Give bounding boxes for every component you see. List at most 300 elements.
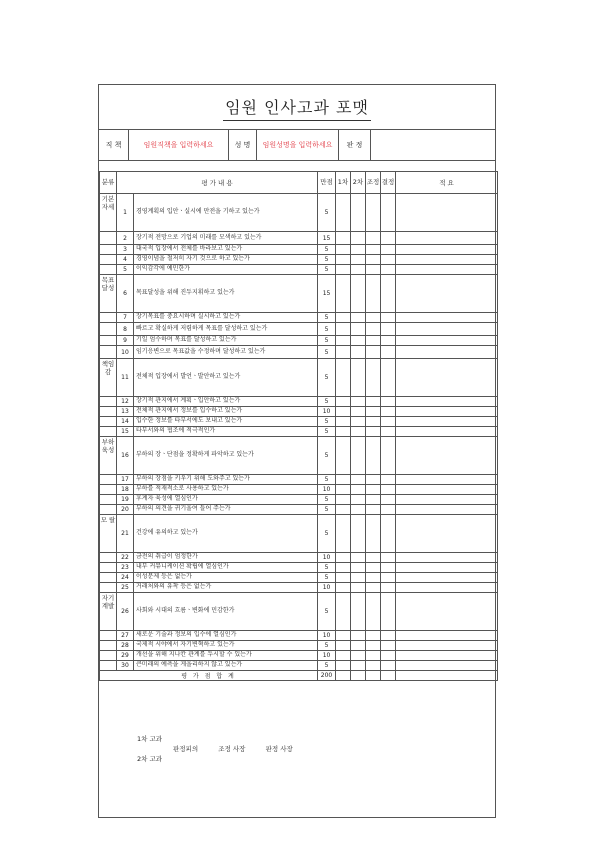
item-text: 거래처와의 유착 등은 없는가 xyxy=(134,583,318,593)
item-full-score: 5 xyxy=(318,245,336,255)
second-score-cell[interactable] xyxy=(351,275,366,313)
second-score-cell[interactable] xyxy=(351,245,366,255)
adjust-cell[interactable] xyxy=(366,573,381,583)
adjust-cell[interactable] xyxy=(366,651,381,661)
review-footer xyxy=(137,735,293,764)
first-score-cell[interactable] xyxy=(336,427,351,437)
adjust-cell[interactable] xyxy=(366,427,381,437)
page-title: 임원 인사고과 포맷 xyxy=(99,95,495,118)
summary-cell[interactable] xyxy=(396,275,498,313)
adjust-cell[interactable] xyxy=(366,583,381,593)
decision-cell[interactable] xyxy=(381,232,396,245)
adjust-cell[interactable] xyxy=(366,397,381,407)
second-score-cell[interactable] xyxy=(351,553,366,563)
item-full-score: 5 xyxy=(318,397,336,407)
adjust-cell[interactable] xyxy=(366,275,381,313)
adjust-cell[interactable] xyxy=(366,437,381,475)
summary-cell[interactable] xyxy=(396,407,498,417)
item-number: 1 xyxy=(117,194,134,232)
second-score-cell[interactable] xyxy=(351,563,366,573)
item-text: 전체적 관지에서 정보를 입수하고 있는가 xyxy=(134,407,318,417)
item-number: 8 xyxy=(117,323,134,336)
adjust-cell[interactable] xyxy=(366,255,381,265)
total-adjust-cell[interactable] xyxy=(366,671,381,681)
first-score-cell[interactable] xyxy=(336,515,351,553)
category-cell xyxy=(100,641,117,651)
adjust-cell[interactable] xyxy=(366,593,381,631)
category-cell xyxy=(100,651,117,661)
item-text: 장기목표를 중요시하며 실시하고 있는가 xyxy=(134,313,318,323)
item-text: 부하의 장ㆍ단점을 정확하게 파악하고 있는가 xyxy=(134,437,318,475)
category-cell xyxy=(100,407,117,417)
first-score-cell[interactable] xyxy=(336,336,351,346)
decision-cell[interactable] xyxy=(381,313,396,323)
table-row xyxy=(100,232,498,245)
category-cell xyxy=(100,417,117,427)
first-score-cell[interactable] xyxy=(336,194,351,232)
first-score-cell[interactable] xyxy=(336,417,351,427)
summary-cell[interactable] xyxy=(396,336,498,346)
header-summary: 적 요 xyxy=(396,172,498,194)
item-number: 29 xyxy=(117,651,134,661)
category-label: 책임감 xyxy=(100,359,117,397)
item-text: 개선을 위해 지나칸 관계를 두시할 수 있는가 xyxy=(134,651,318,661)
item-text: 사회와 시대의 흐름ㆍ변화에 민감한가 xyxy=(134,593,318,631)
first-score-cell[interactable] xyxy=(336,397,351,407)
item-number: 11 xyxy=(117,359,134,397)
item-number: 2 xyxy=(117,232,134,245)
summary-cell[interactable] xyxy=(396,245,498,255)
second-score-cell[interactable] xyxy=(351,336,366,346)
judgment-field[interactable] xyxy=(371,130,497,160)
second-review-label: 2차 고과 xyxy=(137,754,163,763)
first-score-cell[interactable] xyxy=(336,563,351,573)
summary-cell[interactable] xyxy=(396,437,498,475)
item-text: 장기적 전망으로 기업의 미래를 모색하고 있는가 xyxy=(134,232,318,245)
summary-cell[interactable] xyxy=(396,563,498,573)
item-number: 23 xyxy=(117,563,134,573)
summary-cell[interactable] xyxy=(396,631,498,641)
decision-cell[interactable] xyxy=(381,255,396,265)
second-score-cell[interactable] xyxy=(351,359,366,397)
second-score-cell[interactable] xyxy=(351,641,366,651)
summary-cell[interactable] xyxy=(396,194,498,232)
category-label: 모 랄 xyxy=(100,515,117,553)
decision-cell[interactable] xyxy=(381,563,396,573)
decision-cell[interactable] xyxy=(381,651,396,661)
evaluation-table xyxy=(99,171,498,681)
second-score-cell[interactable] xyxy=(351,515,366,553)
adjust-cell[interactable] xyxy=(366,485,381,495)
second-score-cell[interactable] xyxy=(351,505,366,515)
item-full-score: 5 xyxy=(318,417,336,427)
item-text: 국제적 시야에서 자기변혁하고 있는가 xyxy=(134,641,318,651)
table-row xyxy=(100,563,498,573)
decision-cell[interactable] xyxy=(381,336,396,346)
table-row xyxy=(100,475,498,485)
decision-cell[interactable] xyxy=(381,275,396,313)
first-score-cell[interactable] xyxy=(336,437,351,475)
summary-cell[interactable] xyxy=(396,573,498,583)
item-text: 전체적 입장에서 발언ㆍ발안하고 있는가 xyxy=(134,359,318,397)
header-first: 1차 xyxy=(336,172,351,194)
adjust-cell[interactable] xyxy=(366,359,381,397)
summary-cell[interactable] xyxy=(396,255,498,265)
item-text: 빠르고 확실하게 저렴하게 목표를 달성하고 있는가 xyxy=(134,323,318,336)
item-full-score: 5 xyxy=(318,255,336,265)
header-adjust: 조정 xyxy=(366,172,381,194)
summary-cell[interactable] xyxy=(396,553,498,563)
total-score: 200 xyxy=(318,671,336,681)
header-decision: 결정 xyxy=(381,172,396,194)
first-score-cell[interactable] xyxy=(336,573,351,583)
decision-cell[interactable] xyxy=(381,475,396,485)
second-score-cell[interactable] xyxy=(351,495,366,505)
decision-cell[interactable] xyxy=(381,407,396,417)
second-score-cell[interactable] xyxy=(351,583,366,593)
summary-cell[interactable] xyxy=(396,505,498,515)
table-row xyxy=(100,255,498,265)
first-score-cell[interactable] xyxy=(336,346,351,359)
position-field[interactable]: 임원직책을 입력하세요 xyxy=(129,130,229,160)
item-full-score: 10 xyxy=(318,407,336,417)
item-full-score: 15 xyxy=(318,275,336,313)
summary-cell[interactable] xyxy=(396,427,498,437)
table-row xyxy=(100,553,498,563)
adjust-cell[interactable] xyxy=(366,475,381,485)
category-label: 자기계발 xyxy=(100,593,117,631)
decision-cell[interactable] xyxy=(381,346,396,359)
table-row xyxy=(100,397,498,407)
summary-cell[interactable] xyxy=(396,265,498,275)
item-number: 20 xyxy=(117,505,134,515)
item-full-score: 10 xyxy=(318,553,336,563)
first-score-cell[interactable] xyxy=(336,323,351,336)
summary-cell[interactable] xyxy=(396,583,498,593)
adjust-cell[interactable] xyxy=(366,245,381,255)
decision-cell[interactable] xyxy=(381,631,396,641)
table-row xyxy=(100,661,498,671)
name-field[interactable]: 임원성명을 입력하세요 xyxy=(257,130,339,160)
item-text: 이성문제 등은 없는가 xyxy=(134,573,318,583)
table-row xyxy=(100,417,498,427)
first-score-cell[interactable] xyxy=(336,651,351,661)
item-text: 대국적 입장에서 전체를 바라보고 있는가 xyxy=(134,245,318,255)
item-number: 6 xyxy=(117,275,134,313)
decision-cell[interactable] xyxy=(381,323,396,336)
category-cell xyxy=(100,505,117,515)
adjust-manager-label: 조정 사장 xyxy=(218,744,246,753)
second-score-cell[interactable] xyxy=(351,427,366,437)
decision-cell[interactable] xyxy=(381,417,396,427)
first-score-cell[interactable] xyxy=(336,485,351,495)
second-score-cell[interactable] xyxy=(351,437,366,475)
category-cell xyxy=(100,475,117,485)
summary-cell[interactable] xyxy=(396,641,498,651)
first-score-cell[interactable] xyxy=(336,313,351,323)
item-number: 22 xyxy=(117,553,134,563)
item-text: 금전의 취급이 엄정한가 xyxy=(134,553,318,563)
item-full-score: 5 xyxy=(318,359,336,397)
summary-cell[interactable] xyxy=(396,232,498,245)
decision-cell[interactable] xyxy=(381,593,396,631)
item-text: 부하의 의견을 귀기울여 들어 주는가 xyxy=(134,505,318,515)
judgment-label: 판 정 xyxy=(339,130,371,160)
table-row xyxy=(100,323,498,336)
item-full-score: 5 xyxy=(318,313,336,323)
item-full-score: 5 xyxy=(318,495,336,505)
summary-cell[interactable] xyxy=(396,313,498,323)
adjust-cell[interactable] xyxy=(366,194,381,232)
first-score-cell[interactable] xyxy=(336,232,351,245)
second-score-cell[interactable] xyxy=(351,661,366,671)
item-number: 15 xyxy=(117,427,134,437)
category-cell xyxy=(100,485,117,495)
total-decision-cell[interactable] xyxy=(381,671,396,681)
item-text: 새로운 기술과 정보의 입수에 열심인가 xyxy=(134,631,318,641)
decision-cell[interactable] xyxy=(381,553,396,563)
second-score-cell[interactable] xyxy=(351,573,366,583)
total-summary-cell[interactable] xyxy=(396,671,498,681)
item-number: 3 xyxy=(117,245,134,255)
item-text: 내부 커뮤니케이션 확립에 열심인가 xyxy=(134,563,318,573)
item-number: 18 xyxy=(117,485,134,495)
first-score-cell[interactable] xyxy=(336,631,351,641)
item-text: 건강에 유의하고 있는가 xyxy=(134,515,318,553)
adjust-cell[interactable] xyxy=(366,407,381,417)
item-number: 17 xyxy=(117,475,134,485)
item-number: 30 xyxy=(117,661,134,671)
first-score-cell[interactable] xyxy=(336,255,351,265)
item-number: 19 xyxy=(117,495,134,505)
item-full-score: 5 xyxy=(318,194,336,232)
item-number: 4 xyxy=(117,255,134,265)
item-text: 목표달성을 위해 진두지휘하고 있는가 xyxy=(134,275,318,313)
table-row xyxy=(100,495,498,505)
summary-cell[interactable] xyxy=(396,346,498,359)
item-number: 24 xyxy=(117,573,134,583)
first-score-cell[interactable] xyxy=(336,245,351,255)
second-score-cell[interactable] xyxy=(351,651,366,661)
second-score-cell[interactable] xyxy=(351,346,366,359)
item-full-score: 5 xyxy=(318,427,336,437)
second-score-cell[interactable] xyxy=(351,232,366,245)
table-row xyxy=(100,313,498,323)
summary-cell[interactable] xyxy=(396,485,498,495)
category-cell xyxy=(100,427,117,437)
adjust-cell[interactable] xyxy=(366,661,381,671)
second-score-cell[interactable] xyxy=(351,313,366,323)
category-cell xyxy=(100,232,117,245)
category-cell xyxy=(100,397,117,407)
table-row xyxy=(100,631,498,641)
adjust-cell[interactable] xyxy=(366,631,381,641)
header-second: 2차 xyxy=(351,172,366,194)
adjust-cell[interactable] xyxy=(366,346,381,359)
category-cell xyxy=(100,661,117,671)
adjust-cell[interactable] xyxy=(366,515,381,553)
summary-cell[interactable] xyxy=(396,475,498,485)
item-full-score: 10 xyxy=(318,651,336,661)
total-row xyxy=(100,671,498,681)
adjust-cell[interactable] xyxy=(366,641,381,651)
first-score-cell[interactable] xyxy=(336,553,351,563)
category-cell xyxy=(100,265,117,275)
second-score-cell[interactable] xyxy=(351,255,366,265)
summary-cell[interactable] xyxy=(396,651,498,661)
summary-cell[interactable] xyxy=(396,515,498,553)
adjust-cell[interactable] xyxy=(366,495,381,505)
decision-cell[interactable] xyxy=(381,573,396,583)
adjust-cell[interactable] xyxy=(366,563,381,573)
second-score-cell[interactable] xyxy=(351,475,366,485)
total-second-cell[interactable] xyxy=(351,671,366,681)
header-content: 평 가 내 용 xyxy=(117,172,318,194)
summary-cell[interactable] xyxy=(396,417,498,427)
second-score-cell[interactable] xyxy=(351,194,366,232)
decision-cell[interactable] xyxy=(381,437,396,475)
decision-cell[interactable] xyxy=(381,265,396,275)
first-score-cell[interactable] xyxy=(336,583,351,593)
decision-cell[interactable] xyxy=(381,485,396,495)
item-number: 14 xyxy=(117,417,134,427)
adjust-cell[interactable] xyxy=(366,232,381,245)
table-header-row xyxy=(100,172,498,194)
category-label: 기본자세 xyxy=(100,194,117,232)
adjust-cell[interactable] xyxy=(366,417,381,427)
item-text: 경영계획의 입안ㆍ실시에 만전을 기하고 있는가 xyxy=(134,194,318,232)
summary-cell[interactable] xyxy=(396,495,498,505)
table-row xyxy=(100,593,498,631)
first-review-label: 1차 고과 xyxy=(137,735,163,743)
item-full-score: 10 xyxy=(318,583,336,593)
item-text: 후계자 육성에 열심인가 xyxy=(134,495,318,505)
summary-cell[interactable] xyxy=(396,359,498,397)
item-number: 25 xyxy=(117,583,134,593)
decision-cell[interactable] xyxy=(381,495,396,505)
second-score-cell[interactable] xyxy=(351,485,366,495)
second-score-cell[interactable] xyxy=(351,417,366,427)
category-cell xyxy=(100,495,117,505)
item-text: 임기응변으로 목표값을 수정하며 달성하고 있는가 xyxy=(134,346,318,359)
category-cell xyxy=(100,245,117,255)
first-score-cell[interactable] xyxy=(336,641,351,651)
second-score-cell[interactable] xyxy=(351,631,366,641)
adjust-cell[interactable] xyxy=(366,505,381,515)
summary-cell[interactable] xyxy=(396,397,498,407)
table-row xyxy=(100,651,498,661)
item-full-score: 5 xyxy=(318,661,336,671)
second-score-cell[interactable] xyxy=(351,593,366,631)
position-label: 직 책 xyxy=(99,130,129,160)
decision-cell[interactable] xyxy=(381,397,396,407)
first-score-cell[interactable] xyxy=(336,265,351,275)
second-score-cell[interactable] xyxy=(351,323,366,336)
second-score-cell[interactable] xyxy=(351,265,366,275)
adjust-cell[interactable] xyxy=(366,323,381,336)
item-number: 9 xyxy=(117,336,134,346)
second-score-cell[interactable] xyxy=(351,407,366,417)
decision-cell[interactable] xyxy=(381,515,396,553)
summary-cell[interactable] xyxy=(396,323,498,336)
table-row xyxy=(100,194,498,232)
item-text: 입수한 정보를 타부서에도 보내고 있는가 xyxy=(134,417,318,427)
first-score-cell[interactable] xyxy=(336,475,351,485)
item-text: 부하를 적재적소로 사용하고 있는가 xyxy=(134,485,318,495)
item-text: 타부서와의 협조에 적극적인가 xyxy=(134,427,318,437)
item-full-score: 5 xyxy=(318,475,336,485)
first-score-cell[interactable] xyxy=(336,407,351,417)
item-text: 장기적 관지에서 계획ㆍ입안하고 있는가 xyxy=(134,397,318,407)
decision-cell[interactable] xyxy=(381,583,396,593)
table-row xyxy=(100,573,498,583)
first-score-cell[interactable] xyxy=(336,359,351,397)
name-label: 성 명 xyxy=(229,130,257,160)
summary-cell[interactable] xyxy=(396,661,498,671)
first-score-cell[interactable] xyxy=(336,661,351,671)
adjust-cell[interactable] xyxy=(366,313,381,323)
item-full-score: 5 xyxy=(318,505,336,515)
second-score-cell[interactable] xyxy=(351,397,366,407)
table-row xyxy=(100,359,498,397)
category-cell xyxy=(100,631,117,641)
table-row xyxy=(100,485,498,495)
item-text: 큰미래의 예측을 게을리하지 않고 있는가 xyxy=(134,661,318,671)
category-cell xyxy=(100,313,117,323)
first-score-cell[interactable] xyxy=(336,505,351,515)
item-text: 부하의 장점을 키우기 위해 도와주고 있는가 xyxy=(134,475,318,485)
item-full-score: 10 xyxy=(318,485,336,495)
summary-cell[interactable] xyxy=(396,593,498,631)
adjust-cell[interactable] xyxy=(366,336,381,346)
decision-cell[interactable] xyxy=(381,641,396,651)
item-full-score: 5 xyxy=(318,593,336,631)
item-full-score: 5 xyxy=(318,323,336,336)
decision-cell[interactable] xyxy=(381,194,396,232)
item-number: 13 xyxy=(117,407,134,417)
item-full-score: 5 xyxy=(318,336,336,346)
table-row xyxy=(100,245,498,255)
decision-cell[interactable] xyxy=(381,427,396,437)
category-cell xyxy=(100,563,117,573)
item-full-score: 5 xyxy=(318,437,336,475)
adjust-cell[interactable] xyxy=(366,265,381,275)
decision-cell[interactable] xyxy=(381,505,396,515)
first-score-cell[interactable] xyxy=(336,593,351,631)
evaluation-form xyxy=(98,84,496,818)
decision-cell[interactable] xyxy=(381,245,396,255)
table-row xyxy=(100,407,498,417)
first-score-cell[interactable] xyxy=(336,495,351,505)
first-score-cell[interactable] xyxy=(336,275,351,313)
category-cell xyxy=(100,323,117,336)
table-row xyxy=(100,427,498,437)
item-number: 7 xyxy=(117,313,134,323)
category-cell xyxy=(100,346,117,359)
item-number: 26 xyxy=(117,593,134,631)
adjust-cell[interactable] xyxy=(366,553,381,563)
judgment-opinion-label: 판정피의 xyxy=(173,744,199,753)
table-row xyxy=(100,583,498,593)
decision-cell[interactable] xyxy=(381,661,396,671)
item-full-score: 5 xyxy=(318,515,336,553)
item-full-score: 5 xyxy=(318,573,336,583)
table-row xyxy=(100,437,498,475)
item-number: 12 xyxy=(117,397,134,407)
decision-cell[interactable] xyxy=(381,359,396,397)
table-row xyxy=(100,505,498,515)
total-first-cell[interactable] xyxy=(336,671,351,681)
